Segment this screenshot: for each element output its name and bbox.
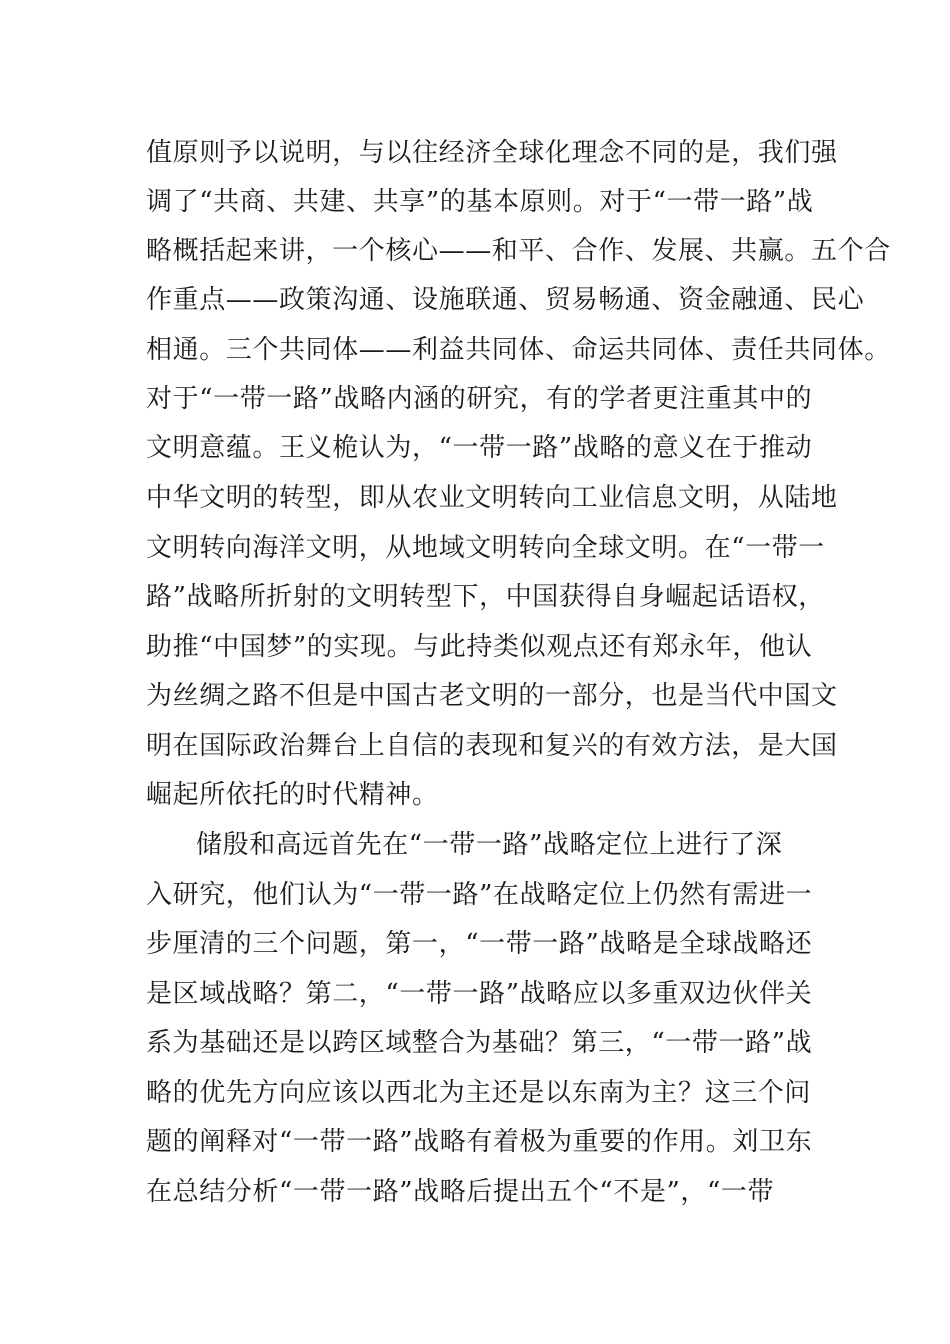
text-line: 调了“共商、共建、共享”的基本原则。对于“一带一路”战 bbox=[146, 187, 814, 217]
text-line: 是区域战略？第二，“一带一路”战略应以多重双边伙伴关 bbox=[146, 979, 813, 1009]
text-line: 略概括起来讲，一个核心——和平、合作、发展、共赢。五个合 bbox=[146, 236, 891, 266]
text-line: 文明转向海洋文明，从地域文明转向全球文明。在“一带一 bbox=[146, 533, 825, 563]
text-line: 文明意蕴。王义桅认为，“一带一路”战略的意义在于推动 bbox=[146, 433, 813, 463]
text-line: 作重点——政策沟通、设施联通、贸易畅通、资金融通、民心 bbox=[146, 285, 865, 315]
text-line: 略的优先方向应该以西北为主还是以东南为主？这三个问 bbox=[146, 1078, 812, 1108]
text-line: 相通。三个共同体——利益共同体、命运共同体、责任共同体。 bbox=[146, 335, 891, 365]
text-line: 题的阐释对“一带一路”战略有着极为重要的作用。刘卫东 bbox=[146, 1127, 813, 1157]
text-line: 为丝绸之路不但是中国古老文明的一部分，也是当代中国文 bbox=[146, 681, 838, 711]
text-line: 崛起所依托的时代精神。 bbox=[146, 780, 439, 810]
text-line: 助推“中国梦”的实现。与此持类似观点还有郑永年，他认 bbox=[146, 632, 813, 662]
text-line: 对于“一带一路”战略内涵的研究，有的学者更注重其中的 bbox=[146, 384, 813, 414]
text-line: 中华文明的转型，即从农业文明转向工业信息文明，从陆地 bbox=[146, 483, 838, 513]
paragraph-first-line: 储殷和高远首先在“一带一路”战略定位上进行了深 bbox=[196, 830, 783, 860]
text-line: 系为基础还是以跨区域整合为基础？第三，“一带一路”战 bbox=[146, 1028, 813, 1058]
text-line: 路”战略所折射的文明转型下，中国获得自身崛起话语权， bbox=[146, 582, 825, 612]
text-line: 步厘清的三个问题，第一，“一带一路”战略是全球战略还 bbox=[146, 929, 813, 959]
text-line: 明在国际政治舞台上自信的表现和复兴的有效方法，是大国 bbox=[146, 731, 838, 761]
text-line: 入研究，他们认为“一带一路”在战略定位上仍然有需进一 bbox=[146, 880, 813, 910]
text-line: 值原则予以说明，与以往经济全球化理念不同的是，我们强 bbox=[146, 138, 838, 168]
text-line: 在总结分析“一带一路”战略后提出五个“不是”，“一带 bbox=[146, 1177, 775, 1207]
